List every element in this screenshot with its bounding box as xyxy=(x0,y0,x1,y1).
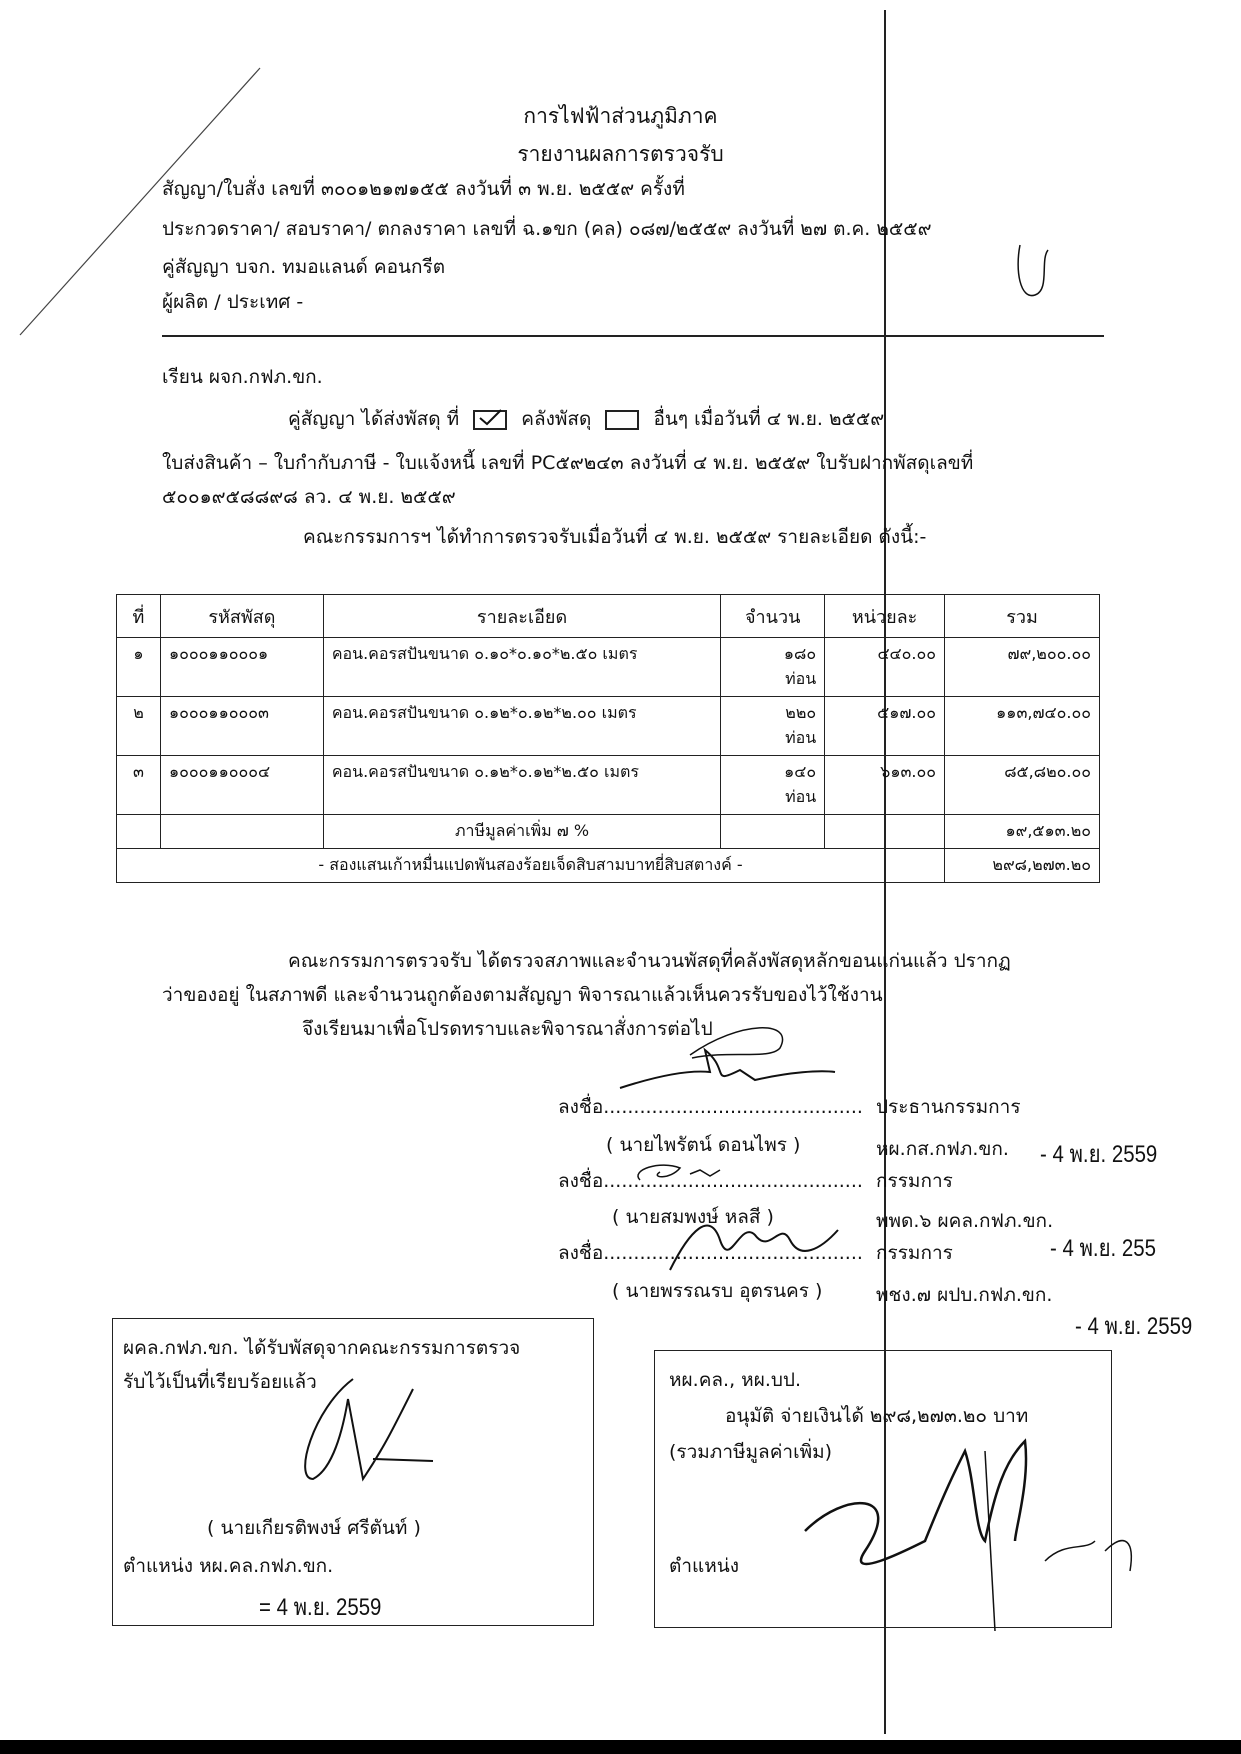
signer-name: ( นายพรรณรบ อุตรนคร ) xyxy=(612,1280,823,1302)
row-qty xyxy=(721,638,825,697)
party-line: คู่สัญญา บจก. ทมอแลนด์ คอนกรีต xyxy=(162,256,446,278)
row-total: ๘๕,๘๒๐.๐๐ xyxy=(945,756,1100,815)
payment-approval-box xyxy=(654,1350,1112,1628)
org-name: การไฟฟ้าส่วนภูมิภาค xyxy=(523,104,718,128)
col-header: หน่วยละ xyxy=(825,595,945,638)
row-no: ๒ xyxy=(117,697,161,756)
contract-line: สัญญา/ใบสั่ง เลขที่ ๓๐๐๑๒๑๗๑๕๕ ลงวันที่ ๓ พ.ย. ๒๕๕๙ ครั้งที่ xyxy=(162,178,685,200)
invoice-line: ใบส่งสินค้า – ใบกำกับภาษี - ใบแจ้งหนี้ เลขที่ PC๕๙๒๔๓ ลงวันที่ ๔ พ.ย. ๒๕๕๙ ใบรับฝากพัสดุเลขที่ xyxy=(162,452,974,474)
delivery-text-a: คู่สัญญา ได้ส่งพัสดุ ที่ xyxy=(288,408,460,430)
signature-label: ลงชื่อ........................................... xyxy=(558,1170,863,1192)
qty-unit: ท่อน xyxy=(785,728,817,747)
handwritten-mark xyxy=(1010,240,1070,310)
col-header: รหัสพัสดุ xyxy=(160,595,323,638)
box-left-name: ( นายเกียรติพงษ์ ศรีตันท์ ) xyxy=(207,1517,421,1539)
handwritten-signature xyxy=(660,1200,840,1280)
box-left-line-1: ผคล.กฟภ.ขก. ได้รับพัสดุจากคณะกรรมการตรวจ xyxy=(123,1337,521,1359)
grand-total-words: - สองแสนเก้าหมื่นแปดพันสองร้อยเจ็ดสิบสามบาทยี่สิบสตางค์ - xyxy=(117,849,945,883)
committee-line: คณะกรรมการฯ ได้ทำการตรวจรับเมื่อวันที่ ๔ พ.ย. ๒๕๕๙ รายละเอียด ดังนี้:- xyxy=(303,526,927,548)
qty-value: ๒๒๐ xyxy=(785,703,817,722)
table-row xyxy=(117,756,1100,815)
col-header: ที่ xyxy=(117,595,161,638)
scan-bottom-band xyxy=(0,1740,1241,1754)
empty-box-icon xyxy=(605,410,639,430)
row-total: ๑๑๓,๗๔๐.๐๐ xyxy=(945,697,1100,756)
qty-unit: ท่อน xyxy=(785,787,817,806)
row-desc: คอน.คอรสปันขนาด ๐.๑๒*๐.๑๒*๒.๕๐ เมตร xyxy=(323,756,720,815)
handwritten-signature xyxy=(253,1369,453,1489)
receipt-confirmation-box xyxy=(112,1318,594,1626)
grand-total-value: ๒๙๘,๒๗๓.๒๐ xyxy=(945,849,1100,883)
box-right-line-3: (รวมภาษีมูลค่าเพิ่ม) xyxy=(669,1441,833,1463)
col-header: จำนวน xyxy=(721,595,825,638)
date-stamp: - 4 พ.ย. 255 xyxy=(1050,1235,1156,1262)
vat-row xyxy=(117,815,1100,849)
addressee: เรียน ผจก.กฟภ.ขก. xyxy=(162,366,323,388)
checked-box-icon xyxy=(473,410,507,430)
row-code: ๑๐๐๐๑๑๐๐๐๑ xyxy=(160,638,323,697)
bid-line: ประกวดราคา/ สอบราคา/ ตกลงราคา เลขที่ ฉ.๑ขก (คล) ๐๘๗/๒๕๕๙ ลงวันที่ ๒๗ ต.ค. ๒๕๕๙ xyxy=(162,218,932,240)
handwritten-signature xyxy=(580,1010,840,1090)
delivery-text-b: คลังพัสดุ xyxy=(521,408,592,430)
grand-total-row xyxy=(117,849,1100,883)
row-price: ๖๑๓.๐๐ xyxy=(825,756,945,815)
delivery-line xyxy=(288,404,884,434)
handwritten-signature xyxy=(785,1391,1145,1591)
box-right-line-2: อนุมัติ จ่ายเงินได้ ๒๙๘,๒๗๓.๒๐ บาท xyxy=(725,1405,1029,1427)
qty-unit: ท่อน xyxy=(785,669,817,688)
col-header: รวม xyxy=(945,595,1100,638)
table-row xyxy=(117,697,1100,756)
vat-value: ๑๙,๕๑๓.๒๐ xyxy=(945,815,1100,849)
signer-name: ( นายสมพงษ์ หลสี ) xyxy=(612,1206,774,1228)
conclusion-line-2: ว่าของอยู่ ในสภาพดี และจำนวนถูกต้องตามสัญญา พิจารณาแล้วเห็นควรรับของไว้ใช้งาน xyxy=(162,984,883,1006)
row-qty xyxy=(721,756,825,815)
table-row xyxy=(117,638,1100,697)
table-header-row xyxy=(117,595,1100,638)
qty-value: ๑๔๐ xyxy=(784,762,817,781)
col-header: รายละเอียด xyxy=(323,595,720,638)
items-table xyxy=(116,594,1100,883)
row-desc: คอน.คอรสปันขนาด ๐.๑๐*๐.๑๐*๒.๕๐ เมตร xyxy=(323,638,720,697)
row-code: ๑๐๐๐๑๑๐๐๐๔ xyxy=(160,756,323,815)
row-no: ๑ xyxy=(117,638,161,697)
conclusion-line-1: คณะกรรมการตรวจรับ ได้ตรวจสภาพและจำนวนพัสดุที่คลังพัสดุหลักขอนแก่นแล้ว ปรากฏ xyxy=(288,950,1011,972)
delivery-text-c: อื่นๆ เมื่อวันที่ ๔ พ.ย. ๒๕๕๙ xyxy=(653,408,885,430)
empty-cell xyxy=(825,815,945,849)
signature-label: ลงชื่อ........................................... xyxy=(558,1096,863,1118)
signature-role: กรรมการ xyxy=(876,1242,953,1264)
date-stamp: - 4 พ.ย. 2559 xyxy=(1075,1313,1193,1340)
signature-label: ลงชื่อ........................................... xyxy=(558,1242,863,1264)
vat-label: ภาษีมูลค่าเพิ่ม ๗ % xyxy=(323,815,720,849)
signer-position: หผ.กส.กฟภ.ขก. xyxy=(876,1138,1009,1160)
empty-cell xyxy=(117,815,161,849)
receipt-line: ๕๐๐๑๙๕๘๘๙๘ ลว. ๔ พ.ย. ๒๕๕๙ xyxy=(162,486,456,508)
box-right-line-1: หผ.คล., หผ.บป. xyxy=(669,1369,802,1391)
handwritten-signature xyxy=(620,1150,780,1190)
box-left-line-2: รับไว้เป็นที่เรียบร้อยแล้ว xyxy=(123,1371,317,1393)
date-stamp: - 4 พ.ย. 2559 xyxy=(1040,1141,1158,1168)
signature-role: ประธานกรรมการ xyxy=(876,1096,1021,1118)
signature-role: กรรมการ xyxy=(876,1170,953,1192)
row-desc: คอน.คอรสปันขนาด ๐.๑๒*๐.๑๒*๒.๐๐ เมตร xyxy=(323,697,720,756)
empty-cell xyxy=(721,815,825,849)
row-qty xyxy=(721,697,825,756)
date-stamp: = 4 พ.ย. 2559 xyxy=(259,1594,382,1621)
conclusion-line-3: จึงเรียนมาเพื่อโปรดทราบและพิจารณาสั่งการต่อไป xyxy=(302,1018,713,1040)
row-price: ๕๑๗.๐๐ xyxy=(825,697,945,756)
empty-cell xyxy=(160,815,323,849)
box-right-position: ตำแหน่ง xyxy=(669,1555,740,1577)
row-code: ๑๐๐๐๑๑๐๐๐๓ xyxy=(160,697,323,756)
signer-position: พชง.๗ ผปบ.กฟภ.ขก. xyxy=(876,1284,1053,1306)
row-price: ๔๔๐.๐๐ xyxy=(825,638,945,697)
signer-position: พพด.๖ ผคล.กฟภ.ขก. xyxy=(876,1210,1054,1232)
report-title: รายงานผลการตรวจรับ xyxy=(517,142,724,166)
qty-value: ๑๘๐ xyxy=(783,644,817,663)
maker-line: ผู้ผลิต / ประเทศ - xyxy=(162,291,304,313)
row-no: ๓ xyxy=(117,756,161,815)
row-total: ๗๙,๒๐๐.๐๐ xyxy=(945,638,1100,697)
box-left-position: ตำแหน่ง หผ.คล.กฟภ.ขก. xyxy=(123,1555,334,1577)
header-divider xyxy=(162,335,1104,337)
signer-name: ( นายไพรัตน์ ดอนไพร ) xyxy=(606,1134,801,1156)
